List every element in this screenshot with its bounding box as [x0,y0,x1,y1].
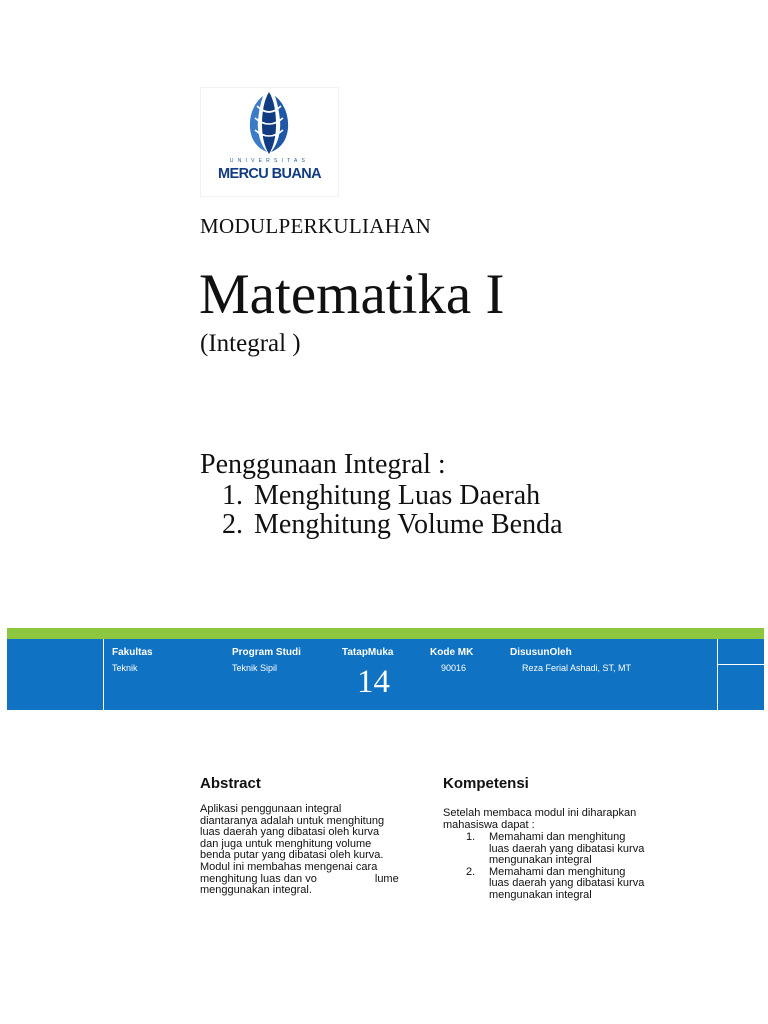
usage-item [222,480,540,512]
kompetensi-item-number: 1. [466,831,476,843]
abstract-heading: Abstract [200,775,261,792]
program-studi-value: Teknik Sipil [232,663,278,673]
modul-label: MODULPERKULIAHAN [200,214,432,238]
kompetensi-intro-line: mahasiswa dapat : [443,818,535,831]
kompetensi-heading: Kompetensi [443,775,529,792]
kompetensi-item-line: mengunakan integral [489,854,592,867]
usage-item-text: Menghitung Luas Daerah [254,480,541,511]
fakultas-label: Fakultas [112,647,153,658]
abstract-line: Modul ini membahas mengenai cara [200,860,378,873]
usage-item-text: Menghitung Volume Benda [254,509,563,540]
info-bar-green-stripe [7,628,764,639]
abstract-line: menghitung luas dan vo lume [200,872,399,885]
abstract-text [200,804,424,897]
abstract-line: benda putar yang dibatasi oleh kurva. [200,849,384,862]
kompetensi-item-line: Memahami dan menghitung [489,831,626,843]
course-title: Matematika I [199,263,505,326]
abstract-line: Aplikasi penggunaan integral [200,803,342,815]
university-logo [200,87,339,197]
kompetensi-item [443,832,683,867]
logo-universitas-text: UNIVERSITAS [229,158,310,164]
disusun-oleh-label: DisusunOleh [510,647,572,658]
kompetensi-intro-line: Setelah membaca modul ini diharapkan [443,807,637,819]
usage-item-number: 1. [222,480,243,511]
tatap-muka-label: TatapMuka [342,647,394,658]
kompetensi-item-line: luas daerah yang dibatasi kurva [489,842,645,855]
kode-mk-value: 90016 [441,663,467,673]
kompetensi-item-number: 2. [466,865,476,878]
disusun-oleh-value: Reza Ferial Ashadi, ST, MT [522,663,632,673]
info-bar-divider [103,639,104,710]
usage-heading: Penggunaan Integral : [200,449,446,480]
kompetensi-item [443,867,683,902]
kompetensi-list [443,832,683,902]
logo-university-name: MERCU BUANA [218,166,321,182]
kompetensi-item-line: mengunakan integral [489,888,592,901]
kompetensi-item-line: luas daerah yang dibatasi kurva [489,877,645,890]
abstract-line: dan juga untuk menghitung volume [200,837,372,850]
program-studi-label: Program Studi [232,647,301,658]
kompetensi-intro [443,808,683,831]
info-bar-divider [717,664,764,665]
abstract-line: diantaranya adalah untuk menghitung [200,814,385,827]
abstract-line: luas daerah yang dibatasi oleh kurva [200,826,380,839]
mercu-buana-emblem-icon [245,92,295,156]
tatap-muka-value: 14 [357,664,390,700]
fakultas-value: Teknik [112,663,138,673]
abstract-line: menggunakan integral. [200,884,312,897]
course-subtitle: (Integral ) [200,330,301,357]
usage-item-number: 2. [222,509,243,540]
kompetensi-item-line: Memahami dan menghitung [489,865,626,878]
usage-item [222,509,563,541]
kode-mk-label: Kode MK [430,647,474,658]
info-bar-divider [717,639,718,710]
